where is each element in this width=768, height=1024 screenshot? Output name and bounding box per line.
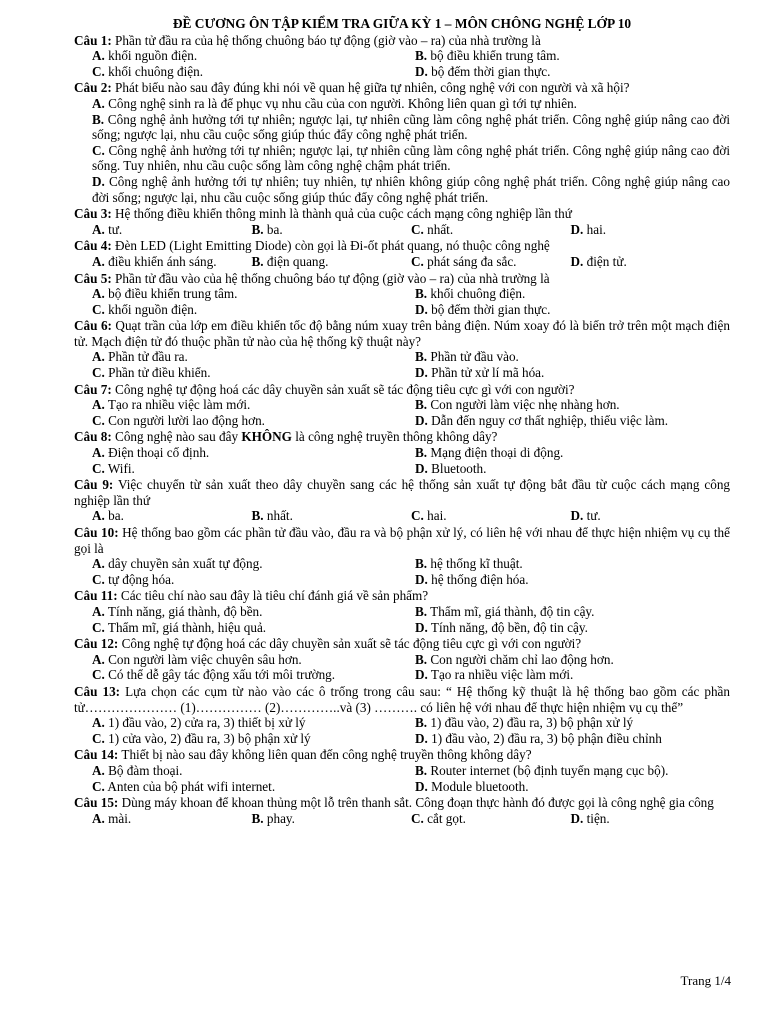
answer-option xyxy=(92,556,411,572)
answer-options xyxy=(74,604,730,635)
option-text: khối chuông điện. xyxy=(104,63,203,79)
option-letter: B. xyxy=(415,445,428,461)
answer-option xyxy=(411,48,730,64)
question-number: Câu 15: xyxy=(74,795,119,811)
question-text xyxy=(74,382,730,398)
answer-option xyxy=(411,604,730,620)
option-text: bộ điều khiển trung tâm. xyxy=(104,286,238,302)
answer-option xyxy=(571,811,731,827)
option-text: Wifi. xyxy=(104,460,135,476)
question-text xyxy=(74,238,730,254)
option-text: 1) đầu vào, 2) đầu ra, 3) bộ phận điều chỉnh xyxy=(427,730,662,746)
answer-option xyxy=(74,143,730,174)
option-letter: D. xyxy=(570,810,584,826)
option-text: Phần tử xử lí mã hóa. xyxy=(427,365,545,381)
option-letter: B. xyxy=(415,603,428,619)
option-letter: C. xyxy=(92,142,105,158)
option-letter: B. xyxy=(415,397,428,413)
answer-options xyxy=(74,397,730,428)
option-letter: A. xyxy=(92,556,105,572)
answer-option xyxy=(92,254,252,270)
answer-options xyxy=(74,811,730,827)
answer-option xyxy=(411,365,730,381)
question-text xyxy=(74,33,730,49)
question-stem: Thiết bị nào sau đây không liên quan đến công nghệ truyền thông không dây? xyxy=(118,747,532,763)
question-text xyxy=(74,747,730,763)
option-text: Thẩm mĩ, giá thành, hiệu quả. xyxy=(104,619,267,635)
option-letter: D. xyxy=(92,173,105,189)
answer-option xyxy=(571,254,731,270)
option-text: điện tử. xyxy=(583,253,627,269)
question-number: Câu 1: xyxy=(74,32,112,48)
question-number: Câu 9: xyxy=(74,477,114,493)
option-text: 1) đầu vào, 2) cửa ra, 3) thiết bị xử lý xyxy=(104,715,306,731)
question-stem-part: là công nghệ truyền thông không dây? xyxy=(291,429,498,445)
answer-option xyxy=(411,556,730,572)
option-letter: B. xyxy=(251,508,264,524)
question-number: Câu 2: xyxy=(74,80,112,96)
question-text xyxy=(74,206,730,222)
answer-option xyxy=(74,174,730,205)
option-letter: B. xyxy=(251,253,264,269)
answer-option xyxy=(92,302,411,318)
question-stem: Đèn LED (Light Emitting Diode) còn gọi là Đi-ốt phát quang, nó thuộc công nghệ xyxy=(111,238,550,254)
answer-option xyxy=(411,572,730,588)
option-letter: A. xyxy=(92,715,105,731)
answer-option xyxy=(411,445,730,461)
option-letter: D. xyxy=(415,301,428,317)
answer-option xyxy=(252,508,412,524)
option-text: Tính năng, độ bền, độ tin cậy. xyxy=(427,619,588,635)
option-letter: D. xyxy=(415,412,428,428)
answer-option xyxy=(92,572,411,588)
answer-options xyxy=(74,556,730,587)
option-text: Mạng điện thoại di động. xyxy=(427,445,564,461)
option-text: dây chuyền sản xuất tự động. xyxy=(104,556,263,572)
question-number: Câu 11: xyxy=(74,588,118,604)
answer-option xyxy=(411,64,730,80)
option-text: khối nguồn điện. xyxy=(104,48,198,64)
option-text: phát sáng đa sắc. xyxy=(423,253,517,269)
option-letter: D. xyxy=(570,221,584,237)
answer-option xyxy=(411,763,730,779)
option-letter: A. xyxy=(92,810,105,826)
option-text: nhất. xyxy=(423,221,454,237)
option-text: bộ đếm thời gian thực. xyxy=(427,63,551,79)
answer-option xyxy=(92,349,411,365)
answer-option xyxy=(92,508,252,524)
answer-option xyxy=(92,667,411,683)
question-number: Câu 10: xyxy=(74,525,119,540)
answer-option xyxy=(571,508,731,524)
option-letter: D. xyxy=(415,365,428,381)
question-stem: Công nghệ tự động hoá các dây chuyền sản xuất sẽ tác động tiêu cực gì với con người? xyxy=(118,636,582,652)
question-number: Câu 12: xyxy=(74,636,119,652)
option-text: ba. xyxy=(104,508,124,524)
option-letter: B. xyxy=(415,651,428,667)
answer-option xyxy=(411,715,730,731)
option-letter: A. xyxy=(92,221,105,237)
answer-options xyxy=(74,715,730,746)
option-letter: B. xyxy=(251,810,264,826)
option-letter: D. xyxy=(415,667,428,683)
answer-option xyxy=(411,397,730,413)
answer-option xyxy=(92,604,411,620)
question-stem-part: KHÔNG xyxy=(241,429,292,445)
option-letter: C. xyxy=(92,460,105,476)
option-text: Có thể dễ gây tác động xấu tới môi trường. xyxy=(104,667,336,683)
option-text: hệ thống kĩ thuật. xyxy=(427,556,523,572)
option-text: điện quang. xyxy=(263,253,329,269)
question-text xyxy=(74,588,730,604)
option-letter: A. xyxy=(92,603,105,619)
question-8 xyxy=(74,429,730,476)
answer-option xyxy=(411,652,730,668)
option-letter: A. xyxy=(92,397,105,413)
question-stem: Phần tử đầu ra của hệ thống chuông báo tự động (giờ vào – ra) của nhà trường là xyxy=(111,32,541,48)
option-text: hệ thống điện hóa. xyxy=(427,571,529,587)
option-text: điều khiển ánh sáng. xyxy=(104,253,217,269)
option-letter: C. xyxy=(411,508,424,524)
answer-option xyxy=(411,286,730,302)
option-text: 1) cửa vào, 2) đầu ra, 3) bộ phận xử lý xyxy=(104,730,311,746)
answer-option xyxy=(411,413,730,429)
question-12 xyxy=(74,636,730,683)
answer-option xyxy=(92,222,252,238)
option-text: Router internet (bộ định tuyến mạng cục bộ). xyxy=(427,762,669,778)
answer-options xyxy=(74,48,730,79)
answer-option xyxy=(74,96,730,112)
question-stem-part: Công nghệ nào sau đây xyxy=(111,429,242,445)
option-letter: B. xyxy=(415,762,428,778)
question-3 xyxy=(74,206,730,237)
answer-options xyxy=(74,286,730,317)
question-text xyxy=(74,684,730,715)
question-11 xyxy=(74,588,730,635)
option-text: khối chuông điện. xyxy=(427,286,526,302)
answer-option xyxy=(92,445,411,461)
answer-option xyxy=(571,222,731,238)
option-letter: A. xyxy=(92,253,105,269)
question-stem: Phần tử đầu vào của hệ thống chuông báo tự động (giờ vào – ra) của nhà trường là xyxy=(111,270,550,286)
question-number: Câu 14: xyxy=(74,747,119,763)
question-number: Câu 5: xyxy=(74,270,112,286)
exam-page xyxy=(74,16,730,826)
option-letter: A. xyxy=(92,651,105,667)
answer-option xyxy=(92,652,411,668)
option-letter: C. xyxy=(92,301,105,317)
option-letter: A. xyxy=(92,286,105,302)
answer-option xyxy=(92,64,411,80)
question-stem: Hệ thống điều khiển thông minh là thành quả của cuộc cách mạng công nghiệp lần thứ xyxy=(111,206,572,222)
option-letter: D. xyxy=(415,63,428,79)
option-letter: D. xyxy=(415,778,428,794)
option-text: phay. xyxy=(263,810,295,826)
question-text xyxy=(74,636,730,652)
question-text xyxy=(74,795,730,811)
option-text: ba. xyxy=(263,221,283,237)
question-13 xyxy=(74,684,730,746)
question-number: Câu 4: xyxy=(74,238,112,254)
option-letter: C. xyxy=(92,730,105,746)
option-text: tư. xyxy=(583,508,601,524)
answer-option xyxy=(92,731,411,747)
answer-option xyxy=(92,286,411,302)
answer-option xyxy=(92,365,411,381)
option-text: mài. xyxy=(104,810,132,826)
option-letter: C. xyxy=(92,63,105,79)
answer-option xyxy=(252,811,412,827)
answer-option xyxy=(92,413,411,429)
answer-option xyxy=(92,48,411,64)
option-text: Bluetooth. xyxy=(427,460,487,476)
answer-option xyxy=(411,508,571,524)
question-text xyxy=(74,525,730,556)
question-list xyxy=(74,33,730,827)
option-letter: B. xyxy=(92,111,105,127)
question-number: Câu 13: xyxy=(74,683,121,699)
answer-option xyxy=(74,112,730,143)
option-letter: D. xyxy=(415,460,428,476)
question-number: Câu 7: xyxy=(74,381,112,397)
question-15 xyxy=(74,795,730,826)
answer-option xyxy=(411,302,730,318)
option-text: nhất. xyxy=(263,508,293,524)
option-text: Điện thoại cố định. xyxy=(104,445,210,461)
answer-option xyxy=(92,779,411,795)
answer-option xyxy=(411,254,571,270)
option-text: Phần tử đầu vào. xyxy=(427,349,519,365)
answer-option xyxy=(411,667,730,683)
question-stem: Quạt trần của lớp em điều khiển tốc độ bằng núm xuay trên bảng điện. Núm xoay đó là biến trở trên một mạch điện tử. Mạch điện tử đó thuộc phần tử nào của hệ thống kỹ thuật này? xyxy=(74,318,730,349)
question-text xyxy=(74,80,730,96)
option-text: Con người chăm chỉ lao động hơn. xyxy=(427,651,614,667)
question-text xyxy=(74,429,730,445)
option-text: tự động hóa. xyxy=(104,571,175,587)
question-stem: Hệ thống bao gồm các phần tử đầu vào, đầu ra và bộ phận xử lý, có liên hệ với nhau để thực hiện nhiệm vụ cụ thể gọi là xyxy=(74,525,730,556)
question-14 xyxy=(74,747,730,794)
answer-option xyxy=(92,620,411,636)
option-letter: C. xyxy=(411,221,424,237)
answer-option xyxy=(92,811,252,827)
page-number: Trang 1/4 xyxy=(680,973,731,988)
option-text: Thẩm mĩ, giá thành, độ tin cậy. xyxy=(427,603,595,619)
option-text: hai. xyxy=(423,508,447,524)
question-text xyxy=(74,318,730,349)
option-text: Công nghệ sinh ra là để phục vụ nhu cầu của con người. Không liên quan gì tới tự nhiên. xyxy=(104,95,577,111)
question-7 xyxy=(74,382,730,429)
option-letter: C. xyxy=(411,810,424,826)
answer-options xyxy=(74,763,730,794)
question-text xyxy=(74,271,730,287)
question-number: Câu 3: xyxy=(74,206,112,222)
answer-option xyxy=(92,715,411,731)
option-letter: B. xyxy=(415,48,428,64)
question-stem: Việc chuyển từ sản xuất theo dây chuyền sang các hệ thống sản xuất tự động bắt đầu từ cuộc cách mạng công nghiệp lần thứ xyxy=(74,477,731,508)
answer-option xyxy=(92,397,411,413)
option-letter: B. xyxy=(415,556,428,572)
option-text: Công nghệ ảnh hưởng tới tự nhiên; ngược lại, tự nhiên cũng làm công nghệ phát triển. Công nghệ giúp nâng cao đời sống. Tuy nhiên, nhu cầu cuộc sống làm công nghệ chậm phát triển. xyxy=(92,142,730,174)
option-letter: C. xyxy=(92,412,105,428)
option-text: Con người lười lao động hơn. xyxy=(104,412,265,428)
answer-option xyxy=(411,222,571,238)
question-5 xyxy=(74,271,730,318)
option-letter: C. xyxy=(92,619,105,635)
option-text: 1) đầu vào, 2) đầu ra, 3) bộ phận xử lý xyxy=(427,715,634,731)
answer-options xyxy=(74,652,730,683)
question-stem: Công nghệ tự động hoá các dây chuyền sản xuất sẽ tác động tiêu cực gì với con người? xyxy=(111,381,575,397)
option-letter: B. xyxy=(415,715,428,731)
option-letter: A. xyxy=(92,95,105,111)
answer-option xyxy=(252,222,412,238)
option-text: hai. xyxy=(583,221,607,237)
question-1 xyxy=(74,33,730,80)
option-letter: A. xyxy=(92,508,105,524)
option-text: bộ đếm thời gian thực. xyxy=(427,301,551,317)
option-letter: B. xyxy=(415,349,428,365)
option-text: tiện. xyxy=(583,810,610,826)
question-stem: Phát biểu nào sau đây đúng khi nói về quan hệ giữa tự nhiên, công nghệ với con người và xã hội? xyxy=(111,80,630,96)
option-text: Con người làm việc nhẹ nhàng hơn. xyxy=(427,397,620,413)
answer-option xyxy=(411,620,730,636)
option-text: Công nghệ ảnh hưởng tới tự nhiên; ngược lại, tự nhiên cũng làm công nghệ phát triển. Công nghệ giúp nâng cao đời sống; ngược lại, nhu cầu cuộc sống giúp thúc đẩy công nghệ phát triển. xyxy=(92,111,730,143)
option-letter: D. xyxy=(415,571,428,587)
answer-options xyxy=(74,445,730,476)
question-9 xyxy=(74,477,730,524)
option-letter: C. xyxy=(92,571,105,587)
option-text: Tạo ra nhiều việc làm mới. xyxy=(104,397,251,413)
answer-options xyxy=(74,508,730,524)
question-number: Câu 8: xyxy=(74,429,112,445)
answer-options xyxy=(74,254,730,270)
option-text: Phần tử điều khiển. xyxy=(104,365,211,381)
option-text: Tính năng, giá thành, độ bền. xyxy=(104,603,263,619)
option-letter: D. xyxy=(415,730,428,746)
option-letter: C. xyxy=(411,253,424,269)
answer-option xyxy=(92,763,411,779)
option-text: Phần tử đầu ra. xyxy=(104,349,188,365)
answer-options xyxy=(74,222,730,238)
option-letter: D. xyxy=(570,253,584,269)
answer-option xyxy=(411,811,571,827)
question-4 xyxy=(74,238,730,269)
answer-option xyxy=(411,731,730,747)
answer-option xyxy=(252,254,412,270)
question-stem: Lựa chọn các cụm từ nào vào các ô trống trong câu sau: “ Hệ thống kỹ thuật là hệ thống bao gồm các phần tử………………… (1)…………… (2)…………..và (3) ………. có liên hệ với nhau để thực hiện nhiệm vụ cụ thể” xyxy=(74,683,730,715)
option-letter: D. xyxy=(415,619,428,635)
answer-option xyxy=(411,461,730,477)
option-text: khối nguồn điện. xyxy=(104,301,198,317)
answer-option xyxy=(92,461,411,477)
answer-option xyxy=(411,779,730,795)
option-letter: A. xyxy=(92,349,105,365)
option-text: Dẫn đến nguy cơ thất nghiệp, thiếu việc làm. xyxy=(427,412,669,428)
question-stem: Dùng máy khoan để khoan thủng một lỗ trên thanh sắt. Công đoạn thực hành đó được gọi là công nghệ gia công xyxy=(118,795,714,811)
option-letter: C. xyxy=(92,667,105,683)
option-letter: B. xyxy=(415,286,428,302)
question-2 xyxy=(74,80,730,205)
option-letter: B. xyxy=(251,221,264,237)
option-letter: A. xyxy=(92,48,105,64)
option-text: Tạo ra nhiều việc làm mới. xyxy=(427,667,574,683)
option-letter: A. xyxy=(92,762,105,778)
answer-options xyxy=(74,349,730,380)
option-text: cắt gọt. xyxy=(423,810,466,826)
option-text: Công nghệ ảnh hưởng tới tự nhiên; tuy nhiên, tự nhiên không giúp công nghệ phát triển. Công nghệ giúp nâng cao đời sống; ngược lại, nhu cầu cuộc sống giúp thúc đẩy công nghệ phát triển. xyxy=(92,173,730,205)
option-text: Module bluetooth. xyxy=(427,778,529,794)
option-letter: C. xyxy=(92,778,105,794)
option-text: tư. xyxy=(104,221,123,237)
question-stem: Các tiêu chí nào sau đây là tiêu chí đánh giá về sản phẩm? xyxy=(117,588,429,604)
option-text: Con người làm việc chuyên sâu hơn. xyxy=(104,651,302,667)
question-text xyxy=(74,477,730,508)
page-title: ĐỀ CƯƠNG ÔN TẬP KIỂM TRA GIỮA KỲ 1 – MÔN CHÔNG NGHỆ LỚP 10 xyxy=(172,16,632,31)
option-letter: A. xyxy=(92,445,105,461)
option-text: Anten của bộ phát wifi internet. xyxy=(104,778,276,794)
answer-option xyxy=(411,349,730,365)
question-number: Câu 6: xyxy=(74,318,112,334)
option-text: Bộ đàm thoại. xyxy=(104,762,183,778)
option-letter: C. xyxy=(92,365,105,381)
option-letter: D. xyxy=(570,508,584,524)
question-6 xyxy=(74,318,730,380)
question-10 xyxy=(74,525,730,587)
option-text: bộ điều khiển trung tâm. xyxy=(427,48,560,64)
